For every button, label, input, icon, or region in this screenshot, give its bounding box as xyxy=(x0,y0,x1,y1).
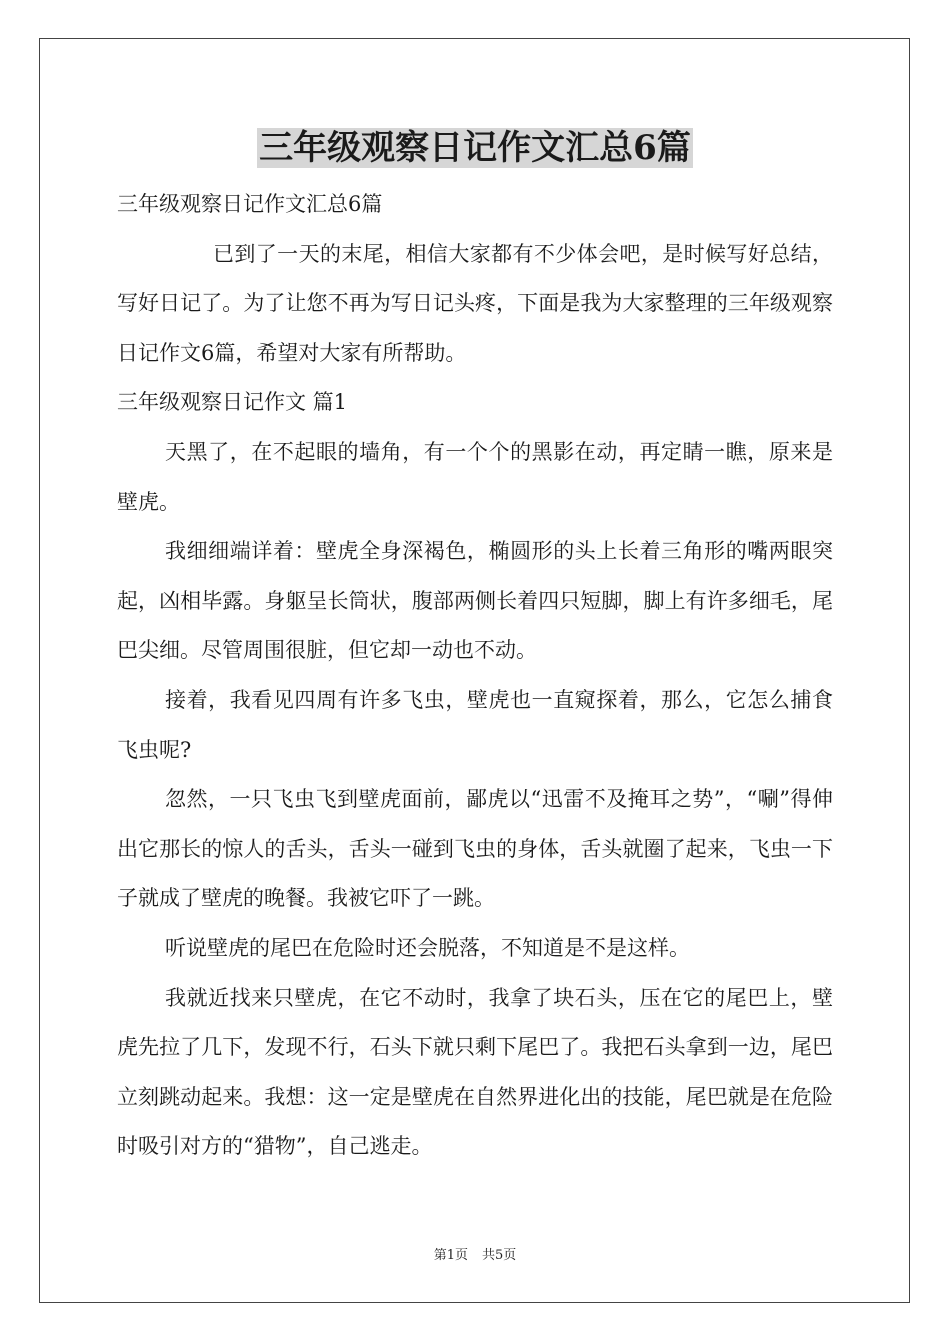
intro-paragraph: 已到了一天的末尾，相信大家都有不少体会吧，是时候写好总结，写好日记了。为了让您不再为写日记头疼，下面是我为大家整理的三年级观察日记作文6篇，希望对大家有所帮助。 xyxy=(117,241,833,365)
document-body xyxy=(117,180,833,1172)
current-page-label: 第1页 xyxy=(433,1248,468,1263)
document-title-text: 三年级观察日记作文汇总6篇 xyxy=(259,128,691,168)
section-heading: 三年级观察日记作文 篇1 xyxy=(117,390,348,415)
body-paragraph: 接着，我看见四周有许多飞虫，壁虎也一直窥探着，那么，它怎么捕食飞虫呢? xyxy=(117,687,833,762)
body-paragraph: 天黑了，在不起眼的墙角，有一个个的黑影在动，再定睛一瞧，原来是壁虎。 xyxy=(117,439,833,514)
body-paragraph: 忽然，一只飞虫飞到壁虎面前，鄙虎以“迅雷不及掩耳之势”，“唰”得伸出它那长的惊人的舌头，舌头一碰到飞虫的身体，舌头就圈了起来，飞虫一下子就成了壁虎的晚餐。我被它吓了一跳。 xyxy=(117,787,833,911)
document-subtitle: 三年级观察日记作文汇总6篇 xyxy=(117,192,383,216)
total-pages-label: 共5页 xyxy=(482,1248,517,1263)
page-footer xyxy=(0,1247,950,1265)
body-paragraph: 听说壁虎的尾巴在危险时还会脱落，不知道是不是这样。 xyxy=(165,935,690,960)
body-paragraph: 我就近找来只壁虎，在它不动时，我拿了块石头，压在它的尾巴上，壁虎先拉了几下，发现不行，石头下就只剩下尾巴了。我把石头拿到一边，尾巴立刻跳动起来。我想：这一定是壁虎在自然界进化出的技能，尾巴就是在危险时吸引对方的“猎物”，自己逃走。 xyxy=(117,985,833,1159)
document-title xyxy=(0,126,950,170)
body-paragraph: 我细细端详着：壁虎全身深褐色，椭圆形的头上长着三角形的嘴两眼突起，凶相毕露。身躯呈长筒状，腹部两侧长着四只短脚，脚上有许多细毛，尾巴尖细。尽管周围很脏，但它却一动也不动。 xyxy=(117,539,833,663)
